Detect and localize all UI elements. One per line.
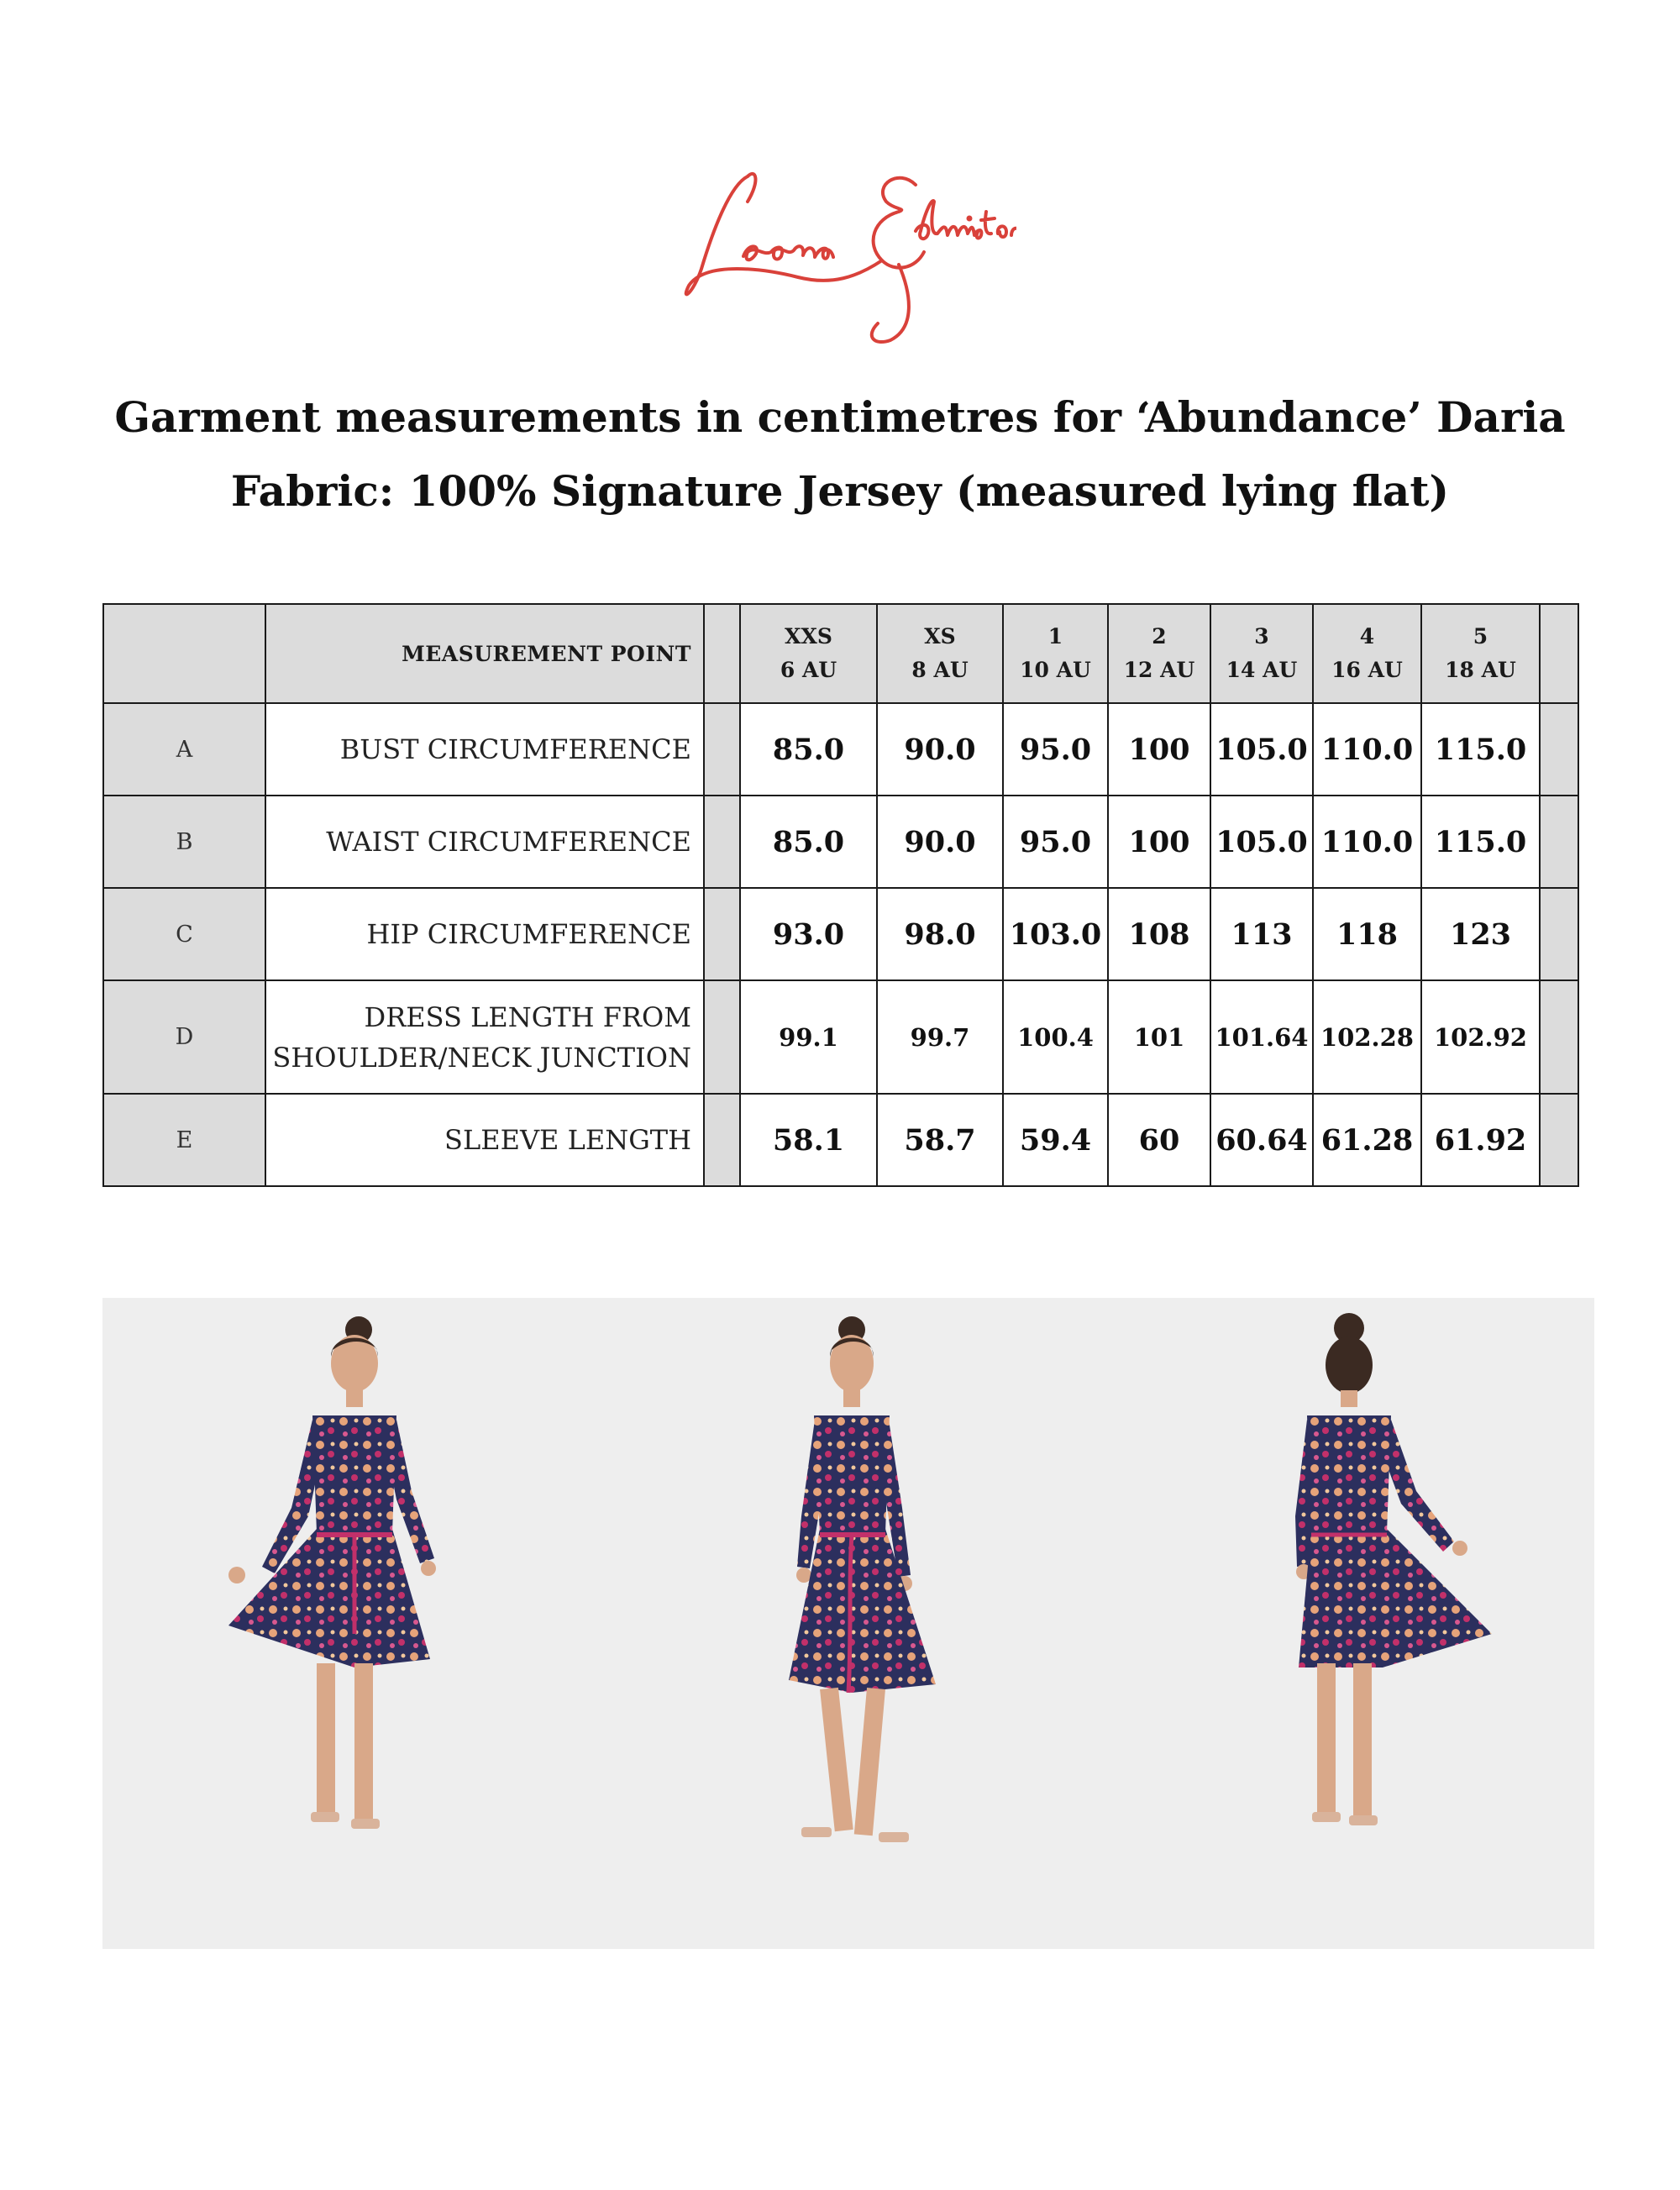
table-header-row xyxy=(103,604,1578,703)
size-header: 5 18 AU xyxy=(1421,604,1540,703)
measurement-value: 105.0 xyxy=(1210,703,1313,796)
spacer-cell xyxy=(1540,604,1578,703)
size-header: XS 8 AU xyxy=(877,604,1003,703)
model-front-illustration xyxy=(102,1298,600,1949)
row-letter: C xyxy=(103,888,265,980)
measurement-value: 101 xyxy=(1108,980,1210,1094)
row-letter: E xyxy=(103,1094,265,1186)
measurement-value: 110.0 xyxy=(1313,703,1421,796)
row-letter: A xyxy=(103,703,265,796)
measurement-value: 99.7 xyxy=(877,980,1003,1094)
measurement-value: 115.0 xyxy=(1421,796,1540,888)
measurement-value: 85.0 xyxy=(740,796,877,888)
measurement-point-header: MEASUREMENT POINT xyxy=(265,604,704,703)
table-row xyxy=(103,1094,1578,1186)
measurement-value: 85.0 xyxy=(740,703,877,796)
measurement-value: 103.0 xyxy=(1003,888,1108,980)
size-header: 3 14 AU xyxy=(1210,604,1313,703)
measurement-value: 95.0 xyxy=(1003,703,1108,796)
measurement-value: 61.28 xyxy=(1313,1094,1421,1186)
measurement-value: 90.0 xyxy=(877,796,1003,888)
measurement-value: 61.92 xyxy=(1421,1094,1540,1186)
size-chart-table xyxy=(102,603,1579,1187)
measurement-value: 99.1 xyxy=(740,980,877,1094)
table-row xyxy=(103,980,1578,1094)
size-header: 2 12 AU xyxy=(1108,604,1210,703)
measurement-value: 113 xyxy=(1210,888,1313,980)
spacer-cell xyxy=(704,888,740,980)
spacer-cell xyxy=(1540,796,1578,888)
measurement-value: 58.1 xyxy=(740,1094,877,1186)
measurement-value: 115.0 xyxy=(1421,703,1540,796)
spacer-cell xyxy=(704,1094,740,1186)
measurement-value: 102.28 xyxy=(1313,980,1421,1094)
spacer-cell xyxy=(704,980,740,1094)
size-header: 1 10 AU xyxy=(1003,604,1108,703)
size-header: 4 16 AU xyxy=(1313,604,1421,703)
table-row xyxy=(103,888,1578,980)
measurement-name-line: DRESS LENGTH FROM xyxy=(364,1000,691,1033)
table-row xyxy=(103,703,1578,796)
fabric-subtitle: Fabric: 100% Signature Jersey (measured lying flat) xyxy=(230,466,1450,516)
spacer-cell xyxy=(704,604,740,703)
product-photo-side xyxy=(600,1298,1097,1949)
measurement-value: 110.0 xyxy=(1313,796,1421,888)
measurement-value: 60 xyxy=(1108,1094,1210,1186)
measurement-value: 101.64 xyxy=(1210,980,1313,1094)
measurement-value: 59.4 xyxy=(1003,1094,1108,1186)
size-header: XXS 6 AU xyxy=(740,604,877,703)
table-row xyxy=(103,796,1578,888)
measurement-value: 93.0 xyxy=(740,888,877,980)
measurement-value: 98.0 xyxy=(877,888,1003,980)
measurement-value: 100 xyxy=(1108,796,1210,888)
measurement-value: 108 xyxy=(1108,888,1210,980)
measurement-value: 118 xyxy=(1313,888,1421,980)
spacer-cell xyxy=(1540,1094,1578,1186)
measurement-name xyxy=(265,980,704,1094)
spacer-cell xyxy=(1540,888,1578,980)
spacer-cell xyxy=(1540,703,1578,796)
model-back-illustration xyxy=(1097,1298,1594,1949)
product-photo-front xyxy=(102,1298,600,1949)
leona-edmiston-signature xyxy=(664,151,1016,353)
page-title: Garment measurements in centimetres for ‘Abundance’ Daria xyxy=(114,392,1566,442)
measurement-name: HIP CIRCUMFERENCE xyxy=(265,888,704,980)
measurement-value: 123 xyxy=(1421,888,1540,980)
measurement-name: SLEEVE LENGTH xyxy=(265,1094,704,1186)
row-letter: D xyxy=(103,980,265,1094)
measurement-value: 102.92 xyxy=(1421,980,1540,1094)
product-photo-back xyxy=(1097,1298,1594,1949)
measurement-value: 105.0 xyxy=(1210,796,1313,888)
measurement-name-line: SHOULDER/NECK JUNCTION xyxy=(272,1041,691,1074)
brand-logo xyxy=(664,151,1016,353)
model-side-illustration xyxy=(600,1298,1097,1949)
row-letter: B xyxy=(103,796,265,888)
empty-header-cell xyxy=(103,604,265,703)
measurement-name: WAIST CIRCUMFERENCE xyxy=(265,796,704,888)
spacer-cell xyxy=(1540,980,1578,1094)
measurement-name: BUST CIRCUMFERENCE xyxy=(265,703,704,796)
spacer-cell xyxy=(704,796,740,888)
spacer-cell xyxy=(704,703,740,796)
measurement-value: 100 xyxy=(1108,703,1210,796)
measurement-value: 90.0 xyxy=(877,703,1003,796)
measurement-value: 58.7 xyxy=(877,1094,1003,1186)
measurement-value: 60.64 xyxy=(1210,1094,1313,1186)
measurement-value: 100.4 xyxy=(1003,980,1108,1094)
product-photo-strip xyxy=(102,1298,1594,1949)
measurement-value: 95.0 xyxy=(1003,796,1108,888)
